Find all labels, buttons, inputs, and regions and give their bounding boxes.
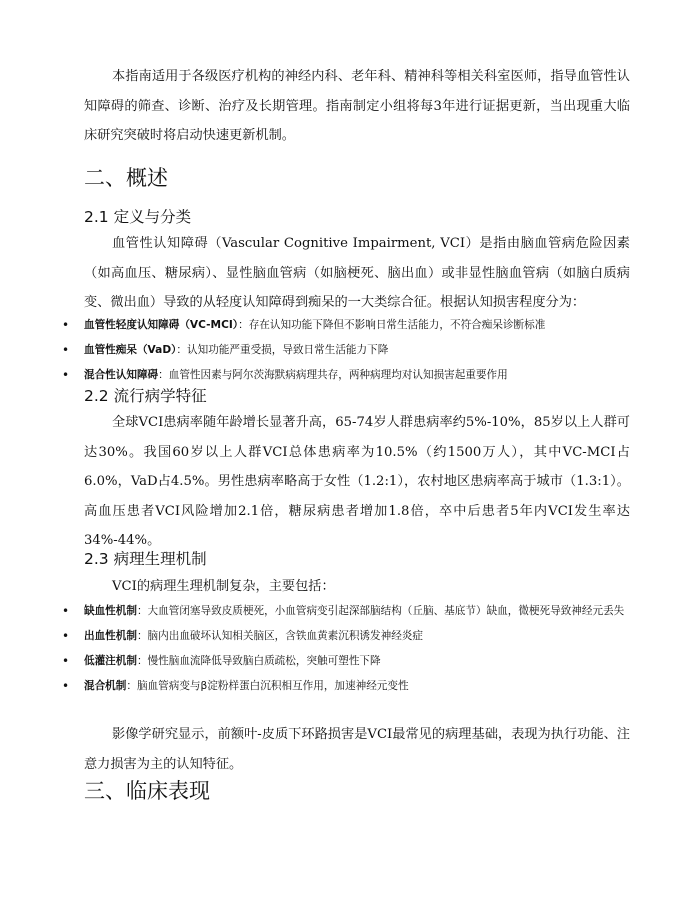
imaging-paragraph: 影像学研究显示，前额叶-皮质下环路损害是VCI最常见的病理基础，表现为执行功能、注意力损害为主的认知特征。 xyxy=(84,727,630,772)
subsection-heading-epidemiology: 2.2 流行病学特征 xyxy=(84,387,207,405)
bullet-icon: • xyxy=(62,318,70,332)
list-item xyxy=(60,677,640,696)
list-item xyxy=(60,316,640,335)
list-item-desc: ：大血管闭塞导致皮质梗死，小血管病变引起深部脑结构（丘脑、基底节）缺血，微梗死导致神经元丢失 xyxy=(136,605,625,617)
bullet-icon: • xyxy=(62,343,70,357)
classification-list xyxy=(60,316,640,391)
list-item-term: 低灌注机制 xyxy=(84,655,137,667)
subsection-heading-definition: 2.1 定义与分类 xyxy=(84,208,192,226)
bullet-icon: • xyxy=(62,679,70,693)
list-item-desc: ：脑血管病变与β淀粉样蛋白沉积相互作用，加速神经元变性 xyxy=(126,680,409,692)
list-item-term: 缺血性机制 xyxy=(84,605,137,617)
list-item-term: 血管性轻度认知障碍（VC-MCI） xyxy=(84,319,239,331)
list-item-desc: ：存在认知功能下降但不影响日常生活能力，不符合痴呆诊断标准 xyxy=(238,319,546,331)
section-heading-clinical: 三、临床表现 xyxy=(84,779,210,803)
section-heading-overview: 二、概述 xyxy=(84,166,168,190)
bullet-icon: • xyxy=(62,368,70,382)
list-item-desc: ：慢性脑血流降低导致脑白质疏松，突触可塑性下降 xyxy=(136,655,381,667)
list-item xyxy=(60,341,640,360)
list-item-desc: ：血管性因素与阿尔茨海默病病理共存，两种病理均对认知损害起重要作用 xyxy=(158,369,508,381)
list-item xyxy=(60,366,640,385)
definition-paragraph: 血管性认知障碍（Vascular Cognitive Impairment, VCI）是指由脑血管病危险因素（如高血压、糖尿病）、显性脑血管病（如脑梗死、脑出血）或非显性脑血管病（如脑白质病变、微出血）导致的从轻度认知障碍到痴呆的一大类综合征。根据认知损害程度分为： xyxy=(84,236,630,310)
list-item-term: 出血性机制 xyxy=(84,630,137,642)
list-item xyxy=(60,602,640,621)
list-item-desc: ：认知功能严重受损，导致日常生活能力下降 xyxy=(176,344,389,356)
pathophysiology-intro: VCI的病理生理机制复杂，主要包括： xyxy=(112,579,335,594)
list-item-term: 混合性认知障碍 xyxy=(84,369,159,381)
list-item xyxy=(60,652,640,671)
list-item xyxy=(60,627,640,646)
bullet-icon: • xyxy=(62,654,70,668)
intro-paragraph: 本指南适用于各级医疗机构的神经内科、老年科、精神科等相关科室医师，指导血管性认知障碍的筛查、诊断、治疗及长期管理。指南制定小组将每3年进行证据更新，当出现重大临床研究突破时将启动快速更新机制。 xyxy=(84,69,630,143)
bullet-icon: • xyxy=(62,604,70,618)
list-item-term: 血管性痴呆（VaD） xyxy=(84,344,177,356)
list-item-desc: ：脑内出血破坏认知相关脑区，含铁血黄素沉积诱发神经炎症 xyxy=(136,630,423,642)
epidemiology-paragraph: 全球VCI患病率随年龄增长显著升高，65-74岁人群患病率约5%-10%，85岁以上人群可达30%。我国60岁以上人群VCI总体患病率为10.5%（约1500万人），其中VC-MCI占6.0%，VaD占4.5%。男性患病率略高于女性（1.2:1），农村地区患病率高于城市（1.3:1）。高血压患者VCI风险增加2.1倍，糖尿病患者增加1.8倍，卒中后患者5年内VCI发生率达34%-44%。 xyxy=(84,415,630,548)
subsection-heading-pathophysiology: 2.3 病理生理机制 xyxy=(84,550,207,568)
bullet-icon: • xyxy=(62,629,70,643)
mechanism-list xyxy=(60,602,640,702)
list-item-term: 混合机制 xyxy=(84,680,127,692)
